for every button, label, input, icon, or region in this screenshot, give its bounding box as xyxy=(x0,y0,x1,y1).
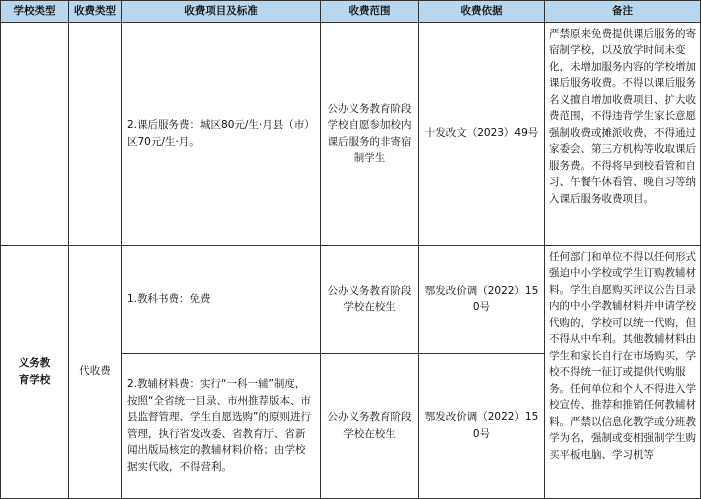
cell-textbook-basis: 鄂发改价调（2022）150号 xyxy=(419,245,545,353)
school-type-label: 义务教育学校 xyxy=(18,357,51,386)
table-header-row xyxy=(1,1,701,23)
header-fee-scope: 收费范围 xyxy=(321,1,419,23)
cell-school-type xyxy=(1,245,69,498)
cell-materials-fee-item: 2.教辅材料费：实行“一科一辅”制度，按照“全省统一目录、市州推荐版本、市县监督管理、学生自愿选购”的原则进行管理，执行省发改委、省教育厅、省新闻出版局核定的教辅材料价格；由学校据实代收，不得营利。 xyxy=(122,353,321,498)
header-remarks: 备注 xyxy=(545,1,701,23)
cell-materials-remark: 任何部门和单位不得以任何形式强迫中小学校或学生订购教辅材料。学生自愿购买评议公告目录内的中小学教辅材料并申请学校代购的，学校可以统一代购，但不得从中牟利。其他教辅材料由学生和家长自行在市场购买，学校不得统一征订或提供代购服务。任何单位和个人不得进入学校宣传、推荐和推销任何教辅材料。严禁以信息化教学或分班教学为名，强制或变相强制学生购买平板电脑、学习机等 xyxy=(545,245,701,498)
cell-after-school-fee-item: 2.课后服务费：城区80元/生·月县（市）区70元/生·月。 xyxy=(122,22,321,245)
cell-after-school-scope: 公办义务教育阶段学校自愿参加校内课后服务的非寄宿制学生 xyxy=(321,22,419,245)
cell-fee-type: 代收费 xyxy=(69,245,122,498)
header-school-type: 学校类型 xyxy=(1,1,69,23)
cell-school-type-empty xyxy=(1,22,69,245)
table-row xyxy=(1,22,701,245)
cell-after-school-remark: 严禁原来免费提供课后服务的寄宿制学校，以及放学时间未变化，未增加服务内容的学校增加课后服务收费。不得以课后服务名义擅自增加收费项目、扩大收费范围，不得违背学生家长意愿强制收费或摊派收费，不得通过家委会、第三方机构等收取课后服务费。不得将早到校看管和自习、午餐午休看管、晚自习等纳入课后服务收费项目。 xyxy=(545,22,701,245)
cell-after-school-basis: 十发改文（2023）49号 xyxy=(419,22,545,245)
cell-textbook-fee-item: 1.教科书费：免费 xyxy=(122,245,321,353)
header-fee-item: 收费项目及标准 xyxy=(122,1,321,23)
table-row xyxy=(1,245,701,353)
header-fee-type: 收费类型 xyxy=(69,1,122,23)
header-fee-basis: 收费依据 xyxy=(419,1,545,23)
cell-materials-basis: 鄂发改价调（2022）150号 xyxy=(419,353,545,498)
cell-fee-type-empty xyxy=(69,22,122,245)
cell-textbook-scope: 公办义务教育阶段学校在校生 xyxy=(321,245,419,353)
cell-materials-scope: 公办义务教育阶段学校在校生 xyxy=(321,353,419,498)
